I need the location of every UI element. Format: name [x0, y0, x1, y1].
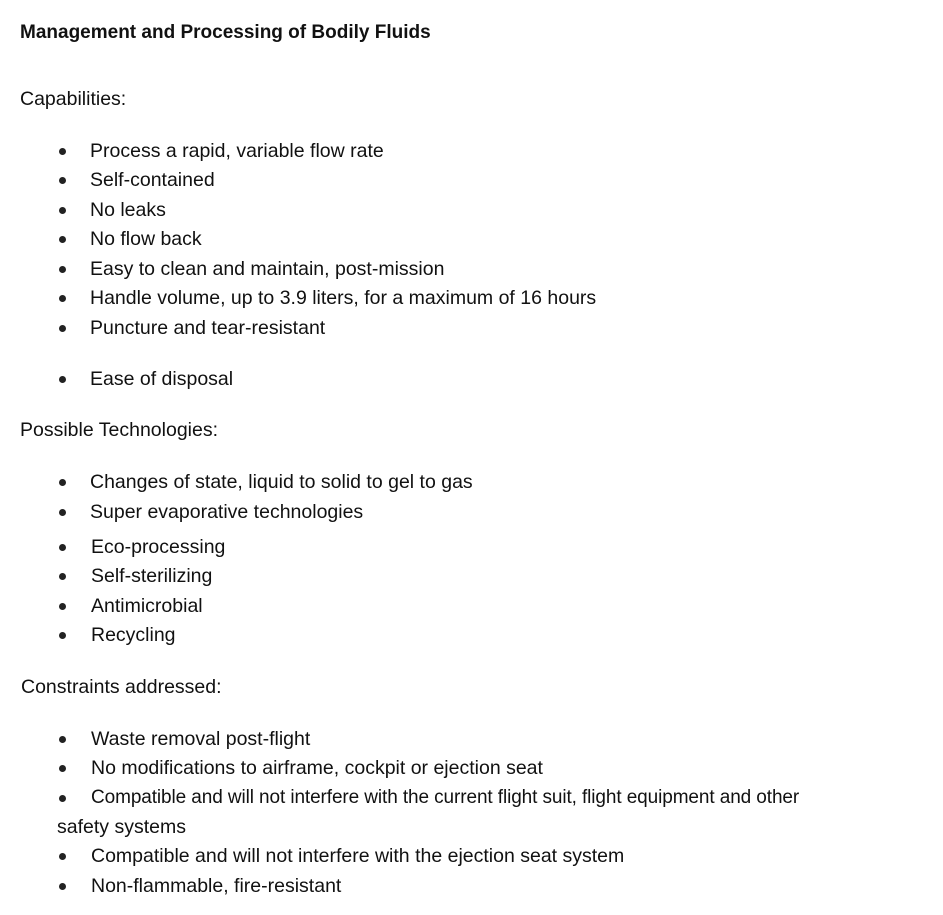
technologies-heading: Possible Technologies:: [20, 419, 219, 441]
bullet-icon: [59, 479, 66, 486]
bullet-icon: [59, 573, 66, 580]
bullet-icon: [59, 207, 66, 214]
bullet-icon: [59, 603, 66, 610]
constraints-heading: Constraints addressed:: [21, 676, 222, 698]
bullet-icon: [59, 795, 66, 802]
bullet-icon: [59, 236, 66, 243]
bullet-icon: [59, 295, 66, 302]
bullet-icon: [59, 266, 66, 273]
bullet-icon: [59, 632, 66, 639]
bullet-icon: [59, 177, 66, 184]
capabilities-heading: Capabilities:: [20, 88, 127, 110]
bullet-icon: [59, 325, 66, 332]
bullet-icon: [59, 148, 66, 155]
list-item-continuation: safety systems: [57, 816, 186, 838]
bullet-icon: [59, 544, 66, 551]
bullet-icon: [59, 765, 66, 772]
document-title: Management and Processing of Bodily Fluids: [20, 22, 431, 43]
bullet-icon: [59, 376, 66, 383]
bullet-icon: [59, 853, 66, 860]
bullet-icon: [59, 509, 66, 516]
bullet-icon: [59, 883, 66, 890]
bullet-icon: [59, 736, 66, 743]
